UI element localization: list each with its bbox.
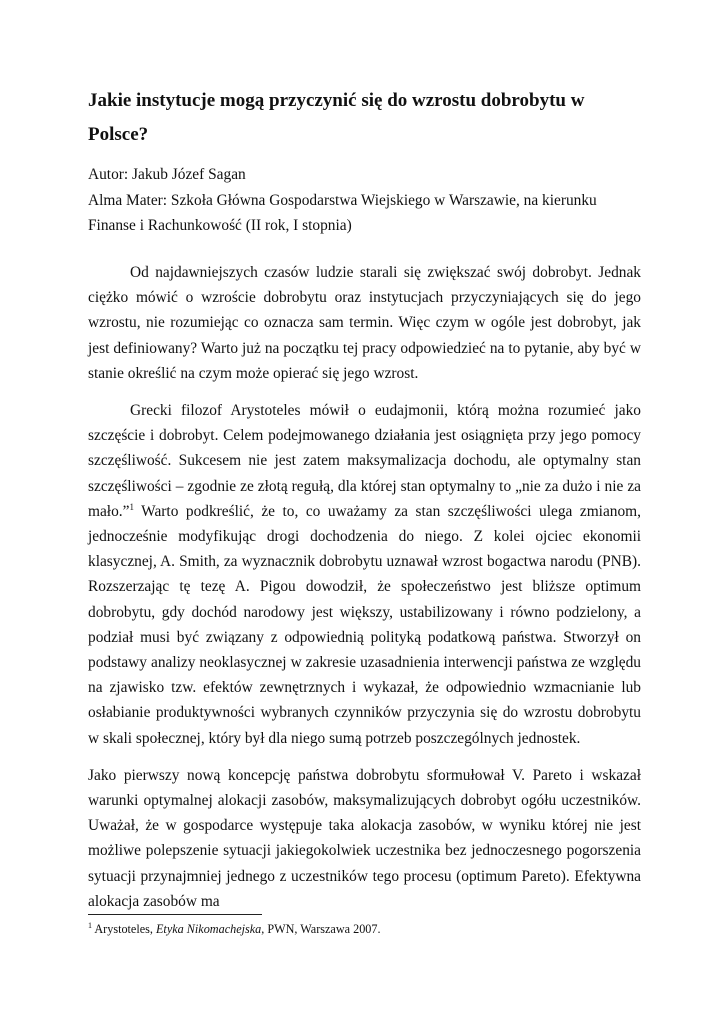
author-block — [88, 162, 648, 239]
footnote-book-title: Etyka Nikomachejska — [155, 922, 262, 936]
document-body — [88, 260, 641, 926]
paragraph-2 — [88, 398, 641, 751]
footnote-separator — [88, 914, 262, 915]
paragraph-1: Od najdawniejszych czasów ludzie starali się zwiększać swój dobrobyt. Jednak ciężko mówić o wzroście dobrobytu oraz instytucjach przyczyniających się do jego wzrostu, nie rozumiejąc co oznacza sam termin. Więc czym w ogóle jest dobrobyt, jak jest definiowany? Warto już na początku tej pracy odpowiedzieć na to pytanie, aby być w stanie określić na czym może opierać się jego wzrost. — [88, 264, 641, 382]
author-line: Autor: Jakub Józef Sagan — [88, 166, 246, 183]
paragraph-2-text-b: Warto podkreślić, że to, co uważamy za stan szczęśliwości ulega zmianom, jednocześnie modyfikując drogi dochodzenia do niego. Z kolei ojciec ekonomii klasycznej, A. Smith, za wyznacznik dobrobytu uznawał wzrost bogactwa narodu (PNB). Rozszerzając tę tezę A. Pigou dowodził, że społeczeństwo jest bliższe optimum dobrobytu, gdy dochód narodowy jest większy, ustabilizowany i równo podzielony, a podział musi być związany z odpowiednią polityką podatkową państwa. Stworzył on podstawy analizy neoklasycznej w zakresie uzasadnienia interwencji państwa ze względu na zjawisko tzw. efektów zewnętrznych i wykazał, że odpowiednio wzmacnianie lub osłabianie produktywności wybranych czynników przyczynia się do wzrostu dobrobytu w skali społecznej, który był dla niego sumą potrzeb poszczególnych jednostek. — [88, 502, 641, 747]
footnote-text-a: Arystoteles, — [92, 922, 156, 936]
footnote-marker: 1 — [88, 920, 92, 930]
document-title: Jakie instytucje mogą przyczynić się do wzrostu dobrobytu w Polsce? — [88, 90, 585, 145]
footnote-text-b: , PWN, Warszawa 2007. — [261, 922, 381, 936]
footnote-reference: 1 — [129, 501, 134, 512]
footnote — [88, 921, 648, 937]
paragraph-2-text-a: Grecki filozof Arystoteles mówił o eudajmonii, którą można rozumieć jako szczęście i dobrobyt. Celem podejmowanego działania jest osiągnięta przy jego pomocy szczęśliwość. Sukcesem nie jest zatem maksymalizacja dochodu, ale optymalny stan szczęśliwości – zgodnie ze złotą regułą, dla której stan optymalny to „nie za dużo i nie za mało.” — [88, 402, 641, 520]
paragraph-3: Jako pierwszy nową koncepcję państwa dobrobytu sformułował V. Pareto i wskazał warunki optymalnej alokacji zasobów, maksymalizujących dobrobyt ogółu uczestników. Uważał, że w gospodarce występuje taka alokacja zasobów, w wyniku której nie jest możliwe polepszenie sytuacji jakiegokolwiek uczestnika bez jednoczesnego pogorszenia sytuacji przynajmniej jednego z uczestników tego procesu (optimum Pareto). Efektywna alokacja zasobów ma — [88, 766, 641, 910]
alma-mater-line: Alma Mater: Szkoła Główna Gospodarstwa Wiejskiego w Warszawie, na kierunku Finanse i Rachunkowość (II rok, I stopnia) — [88, 191, 597, 234]
